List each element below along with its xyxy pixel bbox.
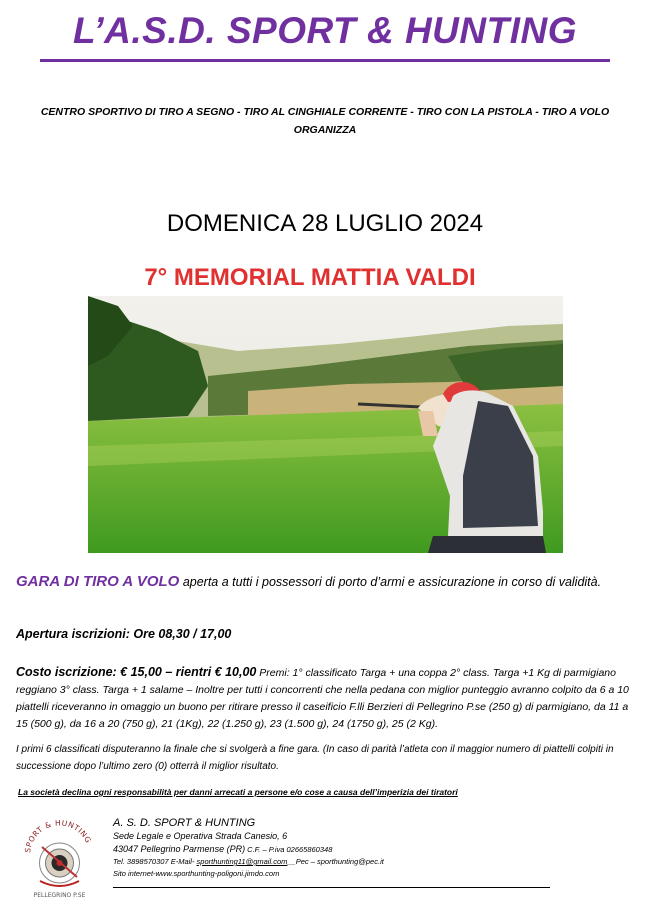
organizza-label: ORGANIZZA: [293, 124, 357, 136]
finals-rules: I primi 6 classificati disputeranno la finale che si svolgerà a fine gara. (In caso di parità l’atleta con il maggior numero di piattelli colpiti in successione dopo l’ultimo zero (0) otterrà il miglior risultato.: [16, 744, 614, 772]
logo-arc-text: SPORT & HUNTING: [23, 818, 94, 854]
cost-and-prizes: [16, 664, 636, 733]
registration-hours: Apertura iscrizioni: Ore 08,30 / 17,00: [16, 627, 232, 641]
event-memorial: 7° MEMORIAL MATTIA VALDI: [144, 264, 476, 291]
club-logo: [22, 815, 97, 900]
competition-description: [16, 572, 636, 592]
footer-contacts: [113, 856, 593, 868]
footer-divider: [113, 887, 550, 888]
footer-contact: [113, 816, 593, 880]
competition-title: GARA DI TIRO A VOLO: [16, 573, 180, 590]
footer-address: Sede Legale e Operativa Strada Canesio, 6: [113, 831, 288, 841]
footer-org-name: A. S. D. SPORT & HUNTING: [113, 817, 256, 829]
prizes-text: Premi: 1° classificato Targa + una coppa 2° class. Targa +1 Kg di parmigiano reggiano 3° class. Targa + 1 salame – Inoltre per tutti i concorrenti che nella pedana con miglior punteggio avranno colpito da 6 a 10 piattelli riceveranno in omaggio un buono per ritirare presso il caseificio F.lli Berzieri di Pellegrino P.se (250 g) di parmigiano, da 11 a 15 (500 g), da 16 a 20 (750 g), 21 (1Kg), 22 (1.250 g), 23 (1.500 g), 24 (1750 g), 25 (2 Kg).: [16, 667, 629, 730]
footer-pec: __Pec – sporthunting@pec.it: [287, 857, 384, 866]
event-date: DOMENICA 28 LUGLIO 2024: [166, 210, 484, 237]
shooter-photo: [88, 296, 563, 553]
poster-title: L’A.S.D. SPORT & HUNTING: [73, 10, 577, 51]
footer-city: 43047 Pellegrino Parmense (PR): [113, 844, 246, 854]
logo-town: PELLEGRINO P.SE: [33, 892, 86, 899]
footer-tel: Tel. 3898570307 E-Mail-: [113, 857, 197, 866]
competition-text: aperta a tutti i possessori di porto d’armi e assicurazione in corso di validità.: [179, 575, 602, 589]
footer-email-link[interactable]: sporthunting11@gmail.com: [196, 857, 288, 866]
title-underline: [40, 59, 610, 62]
footer-tax-id: C.F. – P.iva 02665860348: [245, 845, 333, 854]
footer-city-line: [113, 843, 593, 856]
footer-website[interactable]: Sito internet-www.sporthunting-poligoni.jimdo.com: [113, 869, 280, 878]
center-description: CENTRO SPORTIVO DI TIRO A SEGNO - TIRO AL CINGHIALE CORRENTE - TIRO CON LA PISTOLA - TIRO A VOLO: [40, 106, 610, 118]
disclaimer: La società declina ogni responsabilità per danni arrecati a persone e/o cose a causa dell’imperizia dei tiratori: [18, 787, 458, 797]
cost-title: Costo iscrizione: € 15,00 – rientri € 10,00: [16, 665, 257, 679]
